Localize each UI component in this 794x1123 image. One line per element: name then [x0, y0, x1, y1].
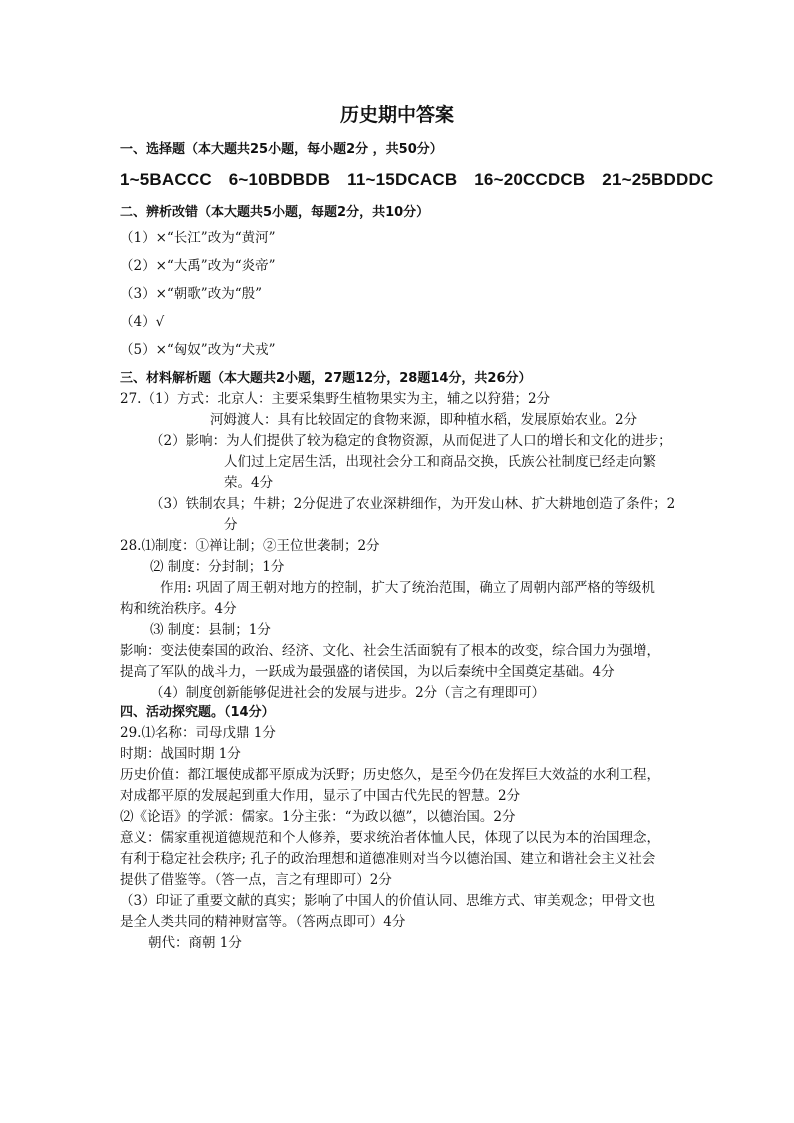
q28-line: 提高了军队的战斗力，一跃成为最强盛的诸侯国，为以后秦统中全国奠定基础。4分: [120, 664, 615, 680]
q28-line: （4）制度创新能够促进社会的发展与进步。2分（言之有理即可）: [150, 685, 546, 701]
q29-line: 时期：战国时期 1分: [120, 746, 241, 762]
q29-line: 对成都平原的发展起到重大作用，显示了中国古代先民的智慧。2分: [120, 788, 521, 804]
q28-line: 构和统治秩序。4分: [120, 601, 237, 617]
q27-line: 荣。4分: [224, 475, 274, 491]
q29-line: ⑵《论语》的学派：儒家。1分主张：“为政以德”，以德治国。2分: [120, 809, 516, 825]
choice-answers: 1~5BACCC 6~10BDBDB 11~15DCACB 16~20CCDCB 21~25BDDDC: [120, 170, 714, 189]
section-heading-choice: 一、选择题（本大题共25小题，每小题2分 ，共50分）: [120, 142, 443, 157]
q27-line: 人们过上定居生活，出现社会分工和商品交换，氏族公社制度已经走向繁: [224, 454, 656, 470]
q27-line: 27.（1）方式：北京人：主要采集野生植物果实为主，辅之以狩猎；2分: [120, 391, 551, 407]
q28-line: 28.⑴制度：①禅让制；②王位世袭制；2分: [120, 538, 380, 554]
section-heading-correction: 二、辨析改错（本大题共5小题，每题2分，共10分）: [120, 205, 430, 220]
q29-line: 意义：儒家重视道德规范和个人修养，要求统治者体恤人民，体现了以民为本的治国理念，: [120, 830, 660, 846]
q29-line: 历史价值：都江堰使成都平原成为沃野；历史悠久，是至今仍在发挥巨大效益的水利工程，: [120, 767, 660, 783]
correction-item: （4）√: [120, 314, 165, 330]
q27-line: （3）铁制农具；牛耕；2分促进了农业深耕细作，为开发山林、扩大耕地创造了条件；2: [150, 496, 676, 512]
q27-line: 分: [224, 517, 238, 533]
q28-line: ⑵ 制度：分封制；1分: [150, 559, 285, 575]
q28-line: ⑶ 制度：县制；1分: [150, 622, 271, 638]
q28-line: 影响：变法使秦国的政治、经济、文化、社会生活面貌有了根本的改变，综合国力为强增，: [120, 643, 660, 659]
q29-line: 有利于稳定社会秩序; 孔子的政治理想和道德准则对当今以德治国、建立和谐社会主义社会: [120, 851, 656, 867]
q27-line: （2）影响：为人们提供了较为稳定的食物资源，从而促进了人口的增长和文化的进步；: [150, 433, 672, 449]
correction-item: （2）×“大禹”改为“炎帝”: [120, 258, 276, 274]
q29-line: 是全人类共同的精神财富等。（答两点即可）4分: [120, 914, 406, 930]
correction-item: （1）×“长江”改为“黄河”: [120, 230, 276, 246]
q29-line: 提供了借鉴等。（答一点，言之有理即可）2分: [120, 872, 392, 888]
section-heading-activity: 四、活动探究题。（14分）: [120, 705, 275, 720]
correction-item: （5）×“匈奴”改为“犬戎”: [120, 342, 276, 358]
q29-line: 朝代：商朝 1分: [148, 935, 242, 951]
page-title: 历史期中答案: [339, 104, 454, 126]
q29-line: （3）印证了重要文献的真实；影响了中国人的价值认同、思维方式、审美观念；甲骨文也: [120, 893, 656, 909]
q28-line: 作用: 巩固了周王朝对地方的控制，扩大了统治范围，确立了周朝内部严格的等级机: [160, 580, 655, 596]
q27-line: 河姆渡人：具有比较固定的食物来源，即种植水稻，发展原始农业。2分: [210, 412, 638, 428]
section-heading-material: 三、材料解析题（本大题共2小题，27题12分，28题14分，共26分）: [120, 371, 532, 386]
q29-line: 29.⑴名称：司母戊鼎 1分: [120, 725, 276, 741]
correction-item: （3）×“朝歌”改为“殷”: [120, 286, 263, 302]
